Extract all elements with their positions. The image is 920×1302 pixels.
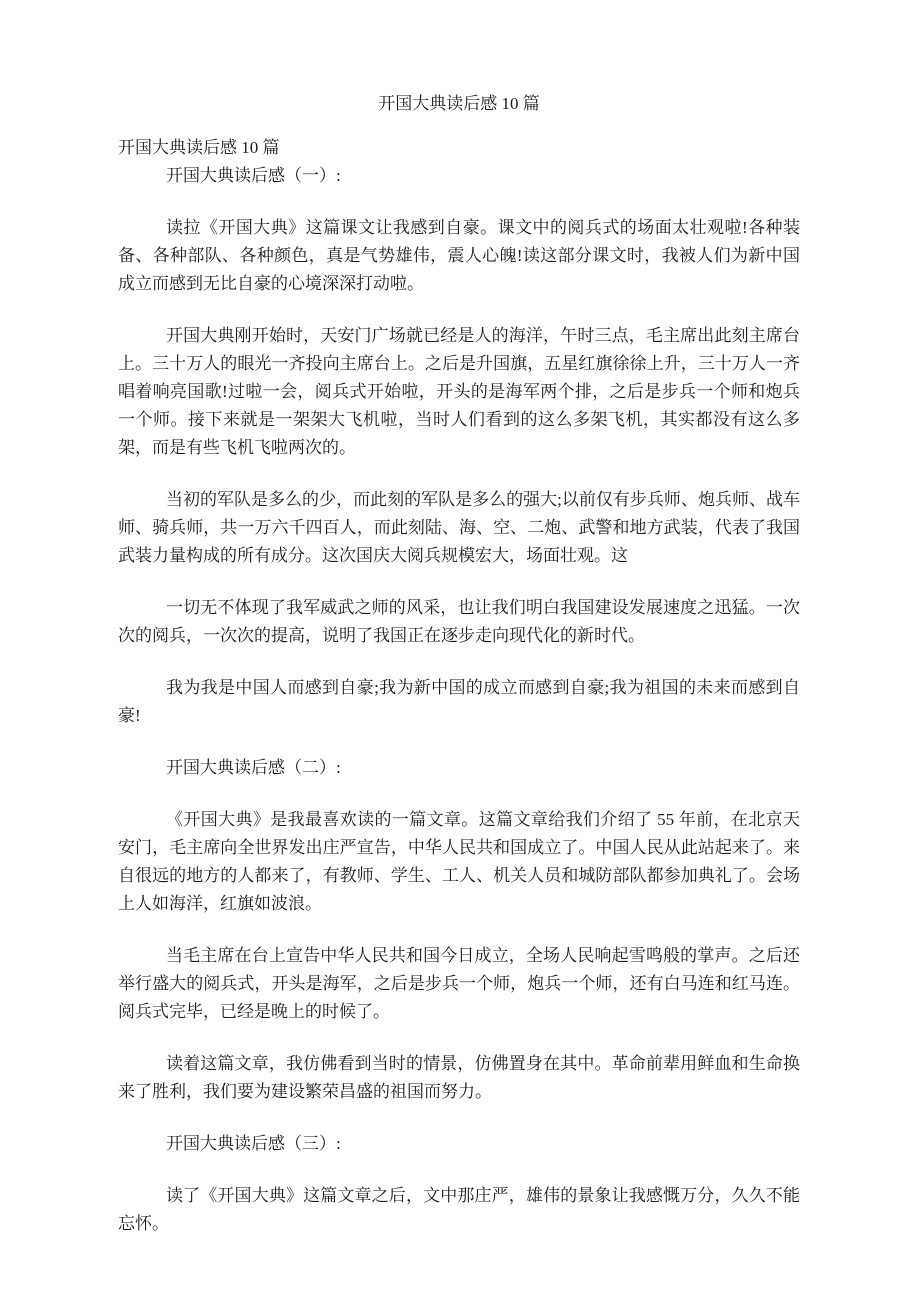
paragraph: 当初的军队是多么的少，而此刻的军队是多么的强大;以前仅有步兵师、炮兵师、战车师、骑兵师，共一万六千四百人，而此刻陆、海、空、二炮、武警和地方武装，代表了我国武装力量构成的所有成分。这次国庆大阅兵规模宏大，场面壮观。这	[118, 490, 800, 565]
paragraph: 读了《开国大典》这篇文章之后，文中那庄严，雄伟的景象让我感慨万分，久久不能忘怀。	[118, 1186, 800, 1233]
paragraph: 读着这篇文章，我仿佛看到当时的情景，仿佛置身在其中。革命前辈用鲜血和生命换来了胜利，我们要为建设繁荣昌盛的祖国而努力。	[118, 1054, 800, 1101]
paragraph: 当毛主席在台上宣告中华人民共和国今日成立，全场人民响起雪鸣般的掌声。之后还举行盛大的阅兵式，开头是海军，之后是步兵一个师，炮兵一个师，还有白马连和红马连。阅兵式完毕，已经是晚上的时候了。	[118, 946, 800, 1021]
paragraph: 读拉《开国大典》这篇课文让我感到自豪。课文中的阅兵式的场面太壮观啦!各种装备、各种部队、各种颜色，真是气势雄伟，震人心魄!读这部分课文时，我被人们为新中国成立而感到无比自豪的心境深深打动啦。	[118, 218, 800, 293]
paragraph: 开国大典刚开始时，天安门广场就已经是人的海洋，午时三点，毛主席出此刻主席台上。三十万人的眼光一齐投向主席台上。之后是升国旗，五星红旗徐徐上升，三十万人一齐唱着响亮国歌!过啦一会，阅兵式开始啦，开头的是海军两个排，之后是步兵一个师和炮兵一个师。接下来就是一架架大飞机啦，当时人们看到的这么多架飞机，其实都没有这么多架，而是有些飞机飞啦两次的。	[118, 326, 800, 457]
section-heading-2: 开国大典读后感（二）:	[166, 758, 341, 777]
document-title: 开国大典读后感 10 篇	[378, 94, 540, 113]
paragraph: 我为我是中国人而感到自豪;我为新中国的成立而感到自豪;我为祖国的未来而感到自豪!	[118, 678, 800, 725]
paragraph: 《开国大典》是我最喜欢读的一篇文章。这篇文章给我们介绍了 55 年前，在北京天安门，毛主席向全世界发出庄严宣告，中华人民共和国成立了。中国人民从此站起来了。来自很远的地方的人都来了，有教师、学生、工人、机关人员和城防部队都参加典礼了。会场上人如海洋，红旗如波浪。	[118, 810, 800, 913]
paragraph: 一切无不体现了我军威武之师的风采，也让我们明白我国建设发展速度之迅猛。一次次的阅兵，一次次的提高，说明了我国正在逐步走向现代化的新时代。	[118, 598, 800, 645]
document-subtitle: 开国大典读后感 10 篇	[118, 138, 280, 157]
section-heading-3: 开国大典读后感（三）:	[166, 1134, 341, 1153]
section-heading-1: 开国大典读后感（一）:	[166, 166, 341, 185]
